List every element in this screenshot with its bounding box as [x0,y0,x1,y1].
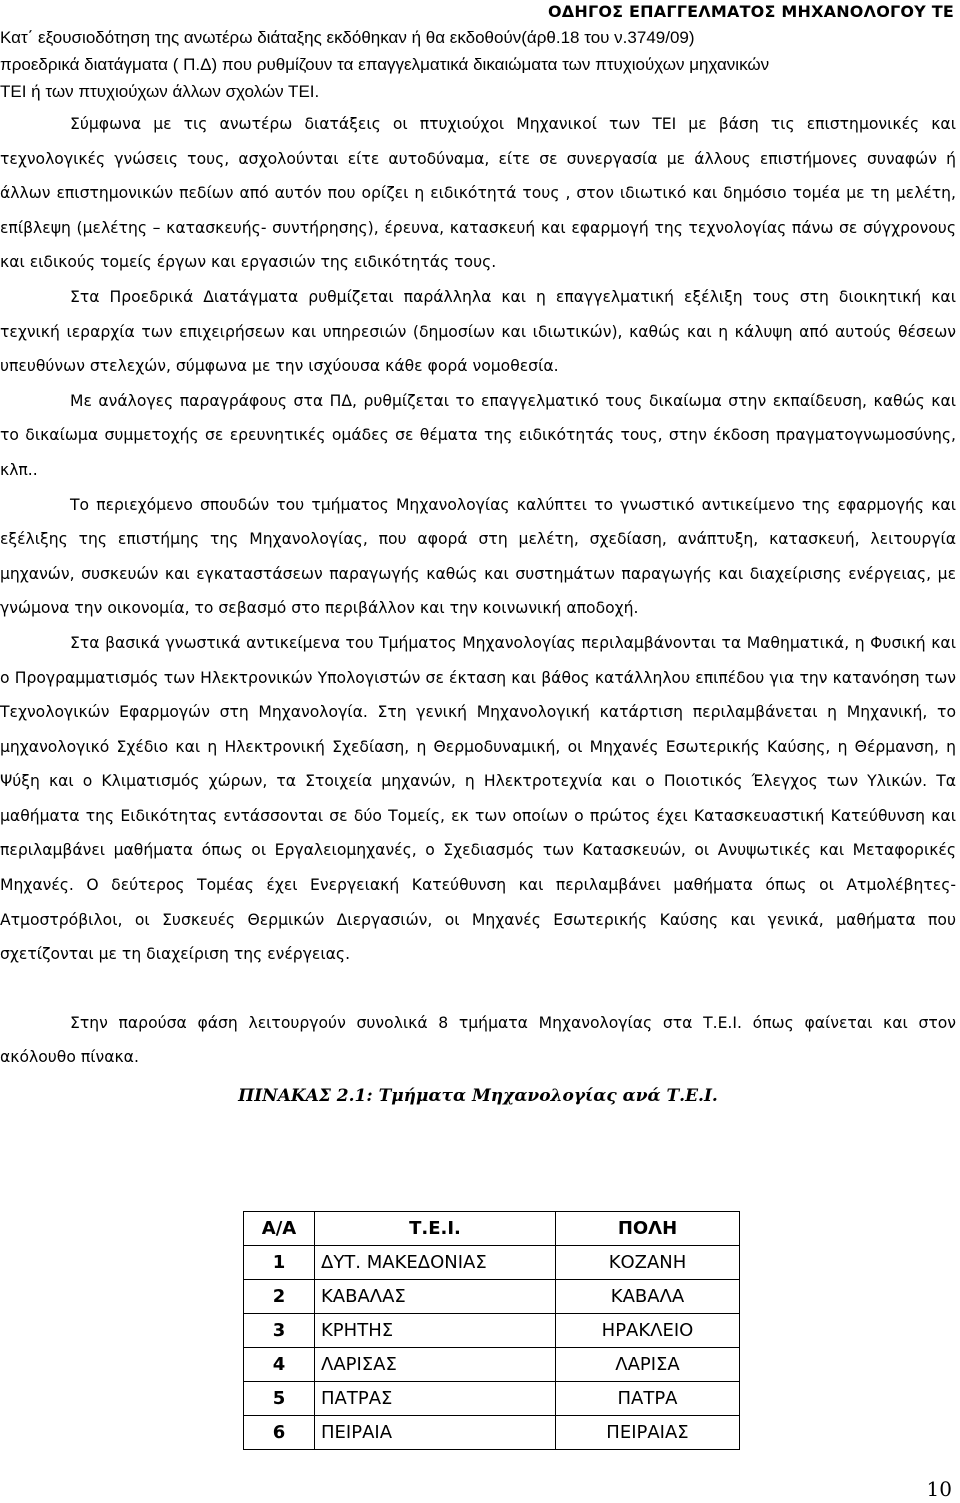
table-cell-tei: ΔΥΤ. ΜΑΚΕΔΟΝΙΑΣ [315,1246,556,1280]
table-cell-city: ΚΑΒΑΛΑ [556,1280,740,1314]
paragraph: Στα βασικά γνωστικά αντικείμενα του Τμήματος Μηχανολογίας περιλαμβάνονται τα Μαθηματικά, η Φυσική και ο Προγραμματισμός των Ηλεκτρονικών Υπολογιστών σε έκταση και βάθος κατάλληλου επιπέδου για την κατανόηση των Τεχνολογικών Εφαρμογών στη Μηχανολογία. Στη γενική Μηχανολογική κατάρτιση περιλαμβάνεται η Μηχανική, το μηχανολογικό Σχέδιο και η Ηλεκτρονική Σχεδίαση, η Θερμοδυναμική, οι Μηχανές Εσωτερικής Καύσης, η Θέρμανση, η Ψύξη και ο Κλιματισμός χώρων, τα Στοιχεία μηχανών, η Ηλεκτροτεχνία και ο Ποιοτικός Έλεγχος των Υλικών. Τα μαθήματα της Ειδικότητας εντάσσονται σε δύο Τομείς, εκ των οποίων ο πρώτος έχει Κατασκευαστική Κατεύθυνση και περιλαμβάνει μαθήματα όπως οι Εργαλειομηχανές, ο Σχεδιασμός των Κατασκευών, οι Ανυψωτικές και Μεταφορικές Μηχανές. Ο δεύτερος Τομέας έχει Ενεργειακή Κατεύθυνση και περιλαμβάνει μαθήματα όπως οι Ατμολέβητες-Ατμοστρόβιλοι, οι Συσκευές Θερμικών Διεργασιών, οι Μηχανές Εσωτερικής Καύσης και γενικά, μαθήματα που σχετίζονται με τη διαχείριση της ενέργειας. [0,633,956,964]
closing-paragraph: Στην παρούσα φάση λειτουργούν συνολικά 8 τμήματα Μηχανολογίας στα Τ.Ε.Ι. όπως φαίνεται και στον ακόλουθο πίνακα. [0,1013,956,1067]
table-cell-index: 5 [244,1382,315,1416]
table-cell-tei: ΠΕΙΡΑΙΑ [315,1416,556,1450]
page-number: 10 [926,1477,952,1501]
departments-table [243,1211,740,1450]
paragraph: Σύμφωνα με τις ανωτέρω διατάξεις οι πτυχιούχοι Μηχανικοί των ΤΕΙ με βάση τις επιστημονικές και τεχνολογικές γνώσεις τους, ασχολούνται είτε αυτοδύναμα, είτε σε συνεργασία με άλλους επιστήμονες συναφών ή άλλων επιστημονικών πεδίων από αυτόν που ορίζει η ειδικότητά τους , στον ιδιωτικό και δημόσιο τομέα με τη μελέτη, επίβλεψη (μελέτης – κατασκευής- συντήρησης), έρευνα, κατασκευή και εφαρμογή της τεχνολογίας πάνω σε σύγχρονους και ειδικούς τομείς έργων και εργασιών της ειδικότητάς τους. [0,115,956,272]
table-cell-tei: ΚΡΗΤΗΣ [315,1314,556,1348]
paragraph: Το περιεχόμενο σπουδών του τμήματος Μηχανολογίας καλύπτει το γνωστικό αντικείμενο της εφαρμογής και εξέλιξης της επιστήμης της Μηχανολογίας, που αφορά στη μελέτη, σχεδίαση, ανάπτυξη, κατασκευή, λειτουργία μηχανών, συσκευών και εγκαταστάσεων παραγωγής καθώς και συστημάτων παραγωγής και διαχείρισης ενέργειας, με γνώμονα την οικονομία, το σεβασμό στο περιβάλλον και την κοινωνική αποδοχή. [0,495,956,618]
table-row [244,1416,740,1450]
paragraph: Στα Προεδρικά Διατάγματα ρυθμίζεται παράλληλα και η επαγγελματική εξέλιξη τους στη διοικητική και τεχνική ιεραρχία των επιχειρήσεων και υπηρεσιών (δημοσίων και ιδιωτικών), καθώς και η κάλυψη από αυτούς θέσεων υπευθύνων στελεχών, σύμφωνα με την ισχύουσα κάθε φορά νομοθεσία. [0,287,956,376]
column-header-city: ΠΟΛΗ [556,1212,740,1246]
table-row [244,1382,740,1416]
table-cell-tei: ΠΑΤΡΑΣ [315,1382,556,1416]
table-cell-index: 4 [244,1348,315,1382]
table-cell-index: 1 [244,1246,315,1280]
table-cell-index: 6 [244,1416,315,1450]
table-cell-tei: ΛΑΡΙΣΑΣ [315,1348,556,1382]
spacer [0,972,956,1006]
table-cell-index: 3 [244,1314,315,1348]
table-cell-city: ΗΡΑΚΛΕΙΟ [556,1314,740,1348]
intro-line: ΤΕΙ ή των πτυχιούχων άλλων σχολών ΤΕΙ. [0,82,320,101]
table-cell-index: 2 [244,1280,315,1314]
page-header: ΟΔΗΓΟΣ ΕΠΑΓΓΕΛΜΑΤΟΣ ΜΗΧΑΝΟΛΟΓΟΥ ΤΕ [547,2,954,21]
table-cell-city: ΛΑΡΙΣΑ [556,1348,740,1382]
table-caption: ΠΙΝΑΚΑΣ 2.1: Τμήματα Μηχανολογίας ανά Τ.Ε.Ι. [238,1086,718,1107]
table-row [244,1246,740,1280]
column-header-aa: Α/Α [244,1212,315,1246]
table-cell-city: ΚΟΖΑΝΗ [556,1246,740,1280]
intro-line: Κατ΄ εξουσιοδότηση της ανωτέρω διάταξης εκδόθηκαν ή θα εκδοθούν(άρθ.18 του ν.3749/09) [0,28,695,47]
paragraph: Με ανάλογες παραγράφους στα ΠΔ, ρυθμίζεται το επαγγελματικό τους δικαίωμα στην εκπαίδευση, καθώς και το δικαίωμα συμμετοχής σε ερευνητικές ομάδες σε θέματα της ειδικότητάς τους, στην έκδοση πραγματογνωμοσύνης, κλπ.. [0,391,956,479]
column-header-tei: Τ.Ε.Ι. [315,1212,556,1246]
document-body [0,24,956,1109]
table-row [244,1280,740,1314]
table-cell-tei: ΚΑΒΑΛΑΣ [315,1280,556,1314]
table-cell-city: ΠΕΙΡΑΙΑΣ [556,1416,740,1450]
table-cell-city: ΠΑΤΡΑ [556,1382,740,1416]
table-row [244,1314,740,1348]
table-header-row [244,1212,740,1246]
table-row [244,1348,740,1382]
intro-line: προεδρικά διατάγματα ( Π.Δ) που ρυθμίζουν τα επαγγελματικά δικαιώματα των πτυχιούχων μηχανικών [0,55,770,74]
